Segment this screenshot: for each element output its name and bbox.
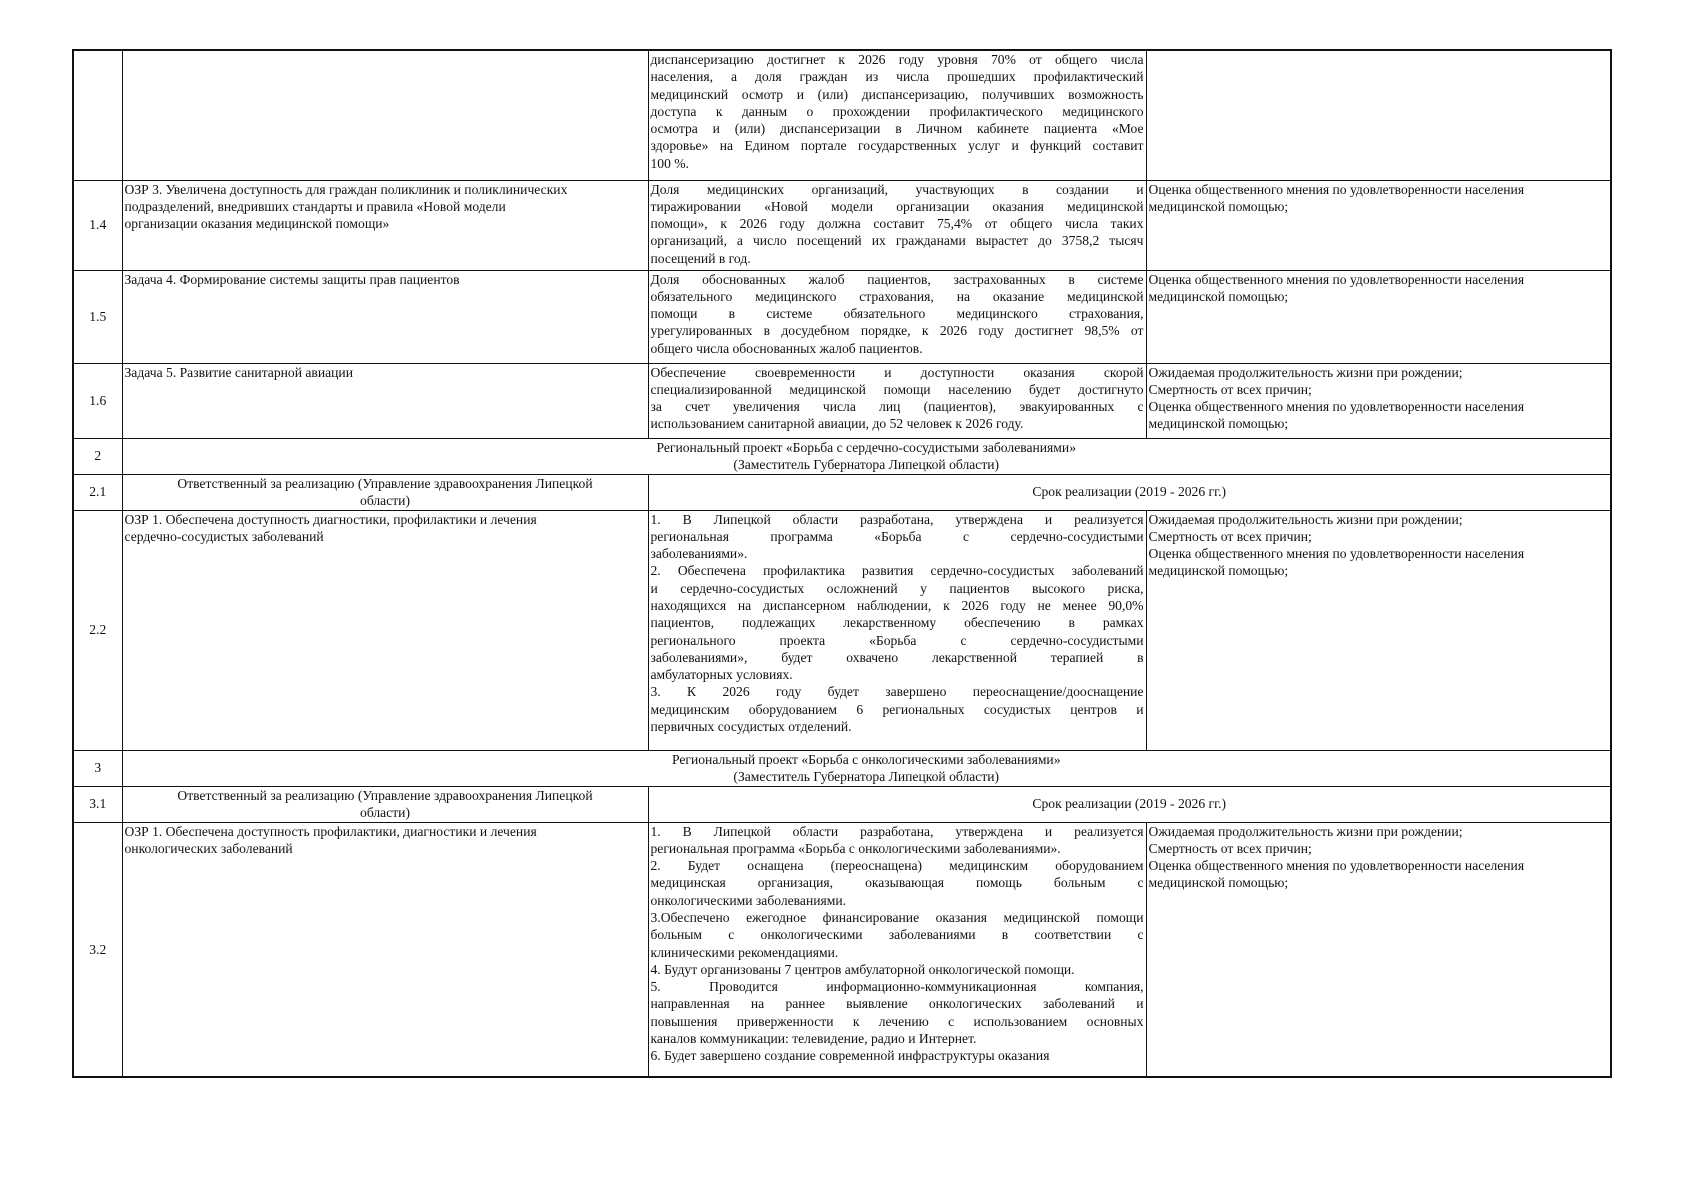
indicator-cell <box>1146 180 1611 270</box>
text-line: Ожидаемая продолжительность жизни при рождении; <box>1148 511 1463 527</box>
text-line: Задача 5. Развитие санитарной авиации <box>124 364 353 380</box>
indicator-cell <box>1146 822 1611 1077</box>
text-line: Оценка общественного мнения по удовлетворенности населения <box>1148 181 1525 197</box>
text-line: Доля обоснованных жалоб пациентов, застрахованных в системе <box>650 271 1144 287</box>
text-line: онкологических заболеваний <box>124 840 293 856</box>
text-line: организации оказания медицинской помощи» <box>124 216 390 232</box>
text-line: заболеваниями». <box>650 546 748 562</box>
text-line: сердечно-сосудистых заболеваний <box>124 528 324 544</box>
project-header-row <box>73 750 1611 786</box>
indicator-cell <box>1146 363 1611 438</box>
text-line: Смертность от всех причин; <box>1148 381 1312 397</box>
text-line: находящихся на диспансерном наблюдении, к 2026 году не менее 90,0% <box>650 597 1144 613</box>
text-line: 3. К 2026 году будет завершено переоснащение/дооснащение <box>650 684 1144 700</box>
table-row <box>73 180 1611 270</box>
text-line: медицинской помощью; <box>1148 563 1289 579</box>
row-number: 3.2 <box>73 822 122 1077</box>
table-row <box>73 50 1611 180</box>
text-line: доступа к данным о прохождении профилактического медицинского <box>650 103 1144 119</box>
responsible-row <box>73 474 1611 510</box>
text-line: Ожидаемая продолжительность жизни при рождении; <box>1148 364 1463 380</box>
text-line: регионального проекта «Борьба с сердечно-сосудистыми <box>650 632 1144 648</box>
project-title-cell <box>122 750 1611 786</box>
project-deputy: (Заместитель Губернатора Липецкой области) <box>733 768 1000 784</box>
text-line: клиническими рекомендациями. <box>650 944 839 960</box>
text-line: медицинской помощью; <box>1148 288 1289 304</box>
text-line: Обеспечение своевременности и доступности оказания скорой <box>650 364 1144 380</box>
text-line: онкологическими заболеваниями. <box>650 892 847 908</box>
term-cell: Срок реализации (2019 - 2026 гг.) <box>648 474 1611 510</box>
result-cell <box>648 50 1146 180</box>
indicator-cell <box>1146 270 1611 363</box>
text-line: Оценка общественного мнения по удовлетворенности населения <box>1148 399 1525 415</box>
text-line: ОЗР 3. Увеличена доступность для граждан поликлиник и поликлинических <box>124 181 568 197</box>
text-line: общего числа обоснованных жалоб пациентов. <box>650 340 923 356</box>
text-line: 2. Обеспечена профилактика развития сердечно-сосудистых заболеваний <box>650 563 1144 579</box>
responsible-line: Ответственный за реализацию (Управление здравоохранения Липецкой <box>177 475 593 491</box>
text-line: Оценка общественного мнения по удовлетворенности населения <box>1148 858 1525 874</box>
row-number: 1.4 <box>73 180 122 270</box>
term-cell: Срок реализации (2019 - 2026 гг.) <box>648 786 1611 822</box>
row-number: 1.6 <box>73 363 122 438</box>
text-line: повышения приверженности к лечению с использованием основных <box>650 1013 1144 1029</box>
responsible-line: области) <box>360 492 410 508</box>
text-line: обязательного медицинского страхования, на оказание медицинской <box>650 288 1144 304</box>
text-line: здоровье» на Едином портале государственных услуг и функций составит <box>650 138 1144 154</box>
text-line: 100 %. <box>650 155 690 171</box>
text-line: за счет увеличения числа лиц (пациентов), эвакуированных с <box>650 399 1144 415</box>
responsible-cell <box>122 474 648 510</box>
text-line: медицинский осмотр и (или) диспансеризацию, получивших возможность <box>650 86 1144 102</box>
table-row <box>73 363 1611 438</box>
result-cell <box>648 510 1146 750</box>
text-line: медицинским оборудованием 6 региональных сосудистых центров и <box>650 701 1144 717</box>
text-line: тиражировании «Новой модели организации оказания медицинской <box>650 198 1144 214</box>
row-number: 2 <box>73 438 122 474</box>
text-line: использованием санитарной авиации, до 52 человек к 2026 году. <box>650 416 1024 432</box>
text-line: больным с онкологическими заболеваниями в соответствии с <box>650 927 1144 943</box>
task-cell <box>122 363 648 438</box>
text-line: медицинской помощью; <box>1148 416 1289 432</box>
text-line: ОЗР 1. Обеспечена доступность диагностики, профилактики и лечения <box>124 511 537 527</box>
responsible-row <box>73 786 1611 822</box>
text-line: региональная программа «Борьба с сердечно-сосудистыми <box>650 528 1144 544</box>
text-line: осмотра и (или) диспансеризации в Личном кабинете пациента «Мое <box>650 121 1144 137</box>
row-number: 3 <box>73 750 122 786</box>
text-line: 6. Будет завершено создание современной инфраструктуры оказания <box>650 1048 1050 1064</box>
document-page <box>72 49 1610 1078</box>
text-line: посещений в год. <box>650 250 751 266</box>
indicator-cell <box>1146 510 1611 750</box>
text-line: региональная программа «Борьба с онкологическими заболеваниями». <box>650 840 1061 856</box>
text-line: Задача 4. Формирование системы защиты прав пациентов <box>124 271 460 287</box>
row-number <box>73 50 122 180</box>
text-line: 3.Обеспечено ежегодное финансирование оказания медицинской помощи <box>650 909 1144 925</box>
passport-table <box>72 49 1612 1078</box>
text-line: подразделений, внедривших стандарты и правила «Новой модели <box>124 198 506 214</box>
project-title: Региональный проект «Борьба с онкологическими заболеваниями» <box>672 751 1061 767</box>
responsible-line: Ответственный за реализацию (Управление здравоохранения Липецкой <box>177 787 593 803</box>
text-line: Ожидаемая продолжительность жизни при рождении; <box>1148 823 1463 839</box>
text-line: урегулированных в досудебном порядке, к 2026 году достигнет 98,5% от <box>650 323 1144 339</box>
task-cell <box>122 270 648 363</box>
text-line: помощи», к 2026 году должна составит 75,4% от общего числа таких <box>650 216 1144 232</box>
text-line: заболеваниями», будет охвачено лекарственной терапией в <box>650 649 1144 665</box>
text-line: населения, а доля граждан из числа прошедших профилактический <box>650 69 1144 85</box>
text-line: 2. Будет оснащена (переоснащена) медицинским оборудованием <box>650 858 1144 874</box>
text-line: Оценка общественного мнения по удовлетворенности населения <box>1148 546 1525 562</box>
row-number: 2.2 <box>73 510 122 750</box>
text-line: медицинская организация, оказывающая помощь больным с <box>650 875 1144 891</box>
indicator-cell <box>1146 50 1611 180</box>
text-line: амбулаторных условиях. <box>650 667 793 683</box>
text-line: организаций, а число посещений их гражданами вырастет до 3758,2 тысяч <box>650 233 1144 249</box>
responsible-line: области) <box>360 804 410 820</box>
text-line: помощи в системе обязательного медицинского страхования, <box>650 306 1144 322</box>
table-row <box>73 270 1611 363</box>
text-line: Оценка общественного мнения по удовлетворенности населения <box>1148 271 1525 287</box>
result-cell <box>648 270 1146 363</box>
text-line: 1. В Липецкой области разработана, утверждена и реализуется <box>650 823 1144 839</box>
text-line: первичных сосудистых отделений. <box>650 719 852 735</box>
text-line: медицинской помощью; <box>1148 875 1289 891</box>
result-cell <box>648 363 1146 438</box>
text-line: каналов коммуникации: телевидение, радио и Интернет. <box>650 1031 977 1047</box>
project-title-cell <box>122 438 1611 474</box>
text-line: Доля медицинских организаций, участвующих в создании и <box>650 181 1144 197</box>
text-line: Смертность от всех причин; <box>1148 840 1312 856</box>
text-line: медицинской помощью; <box>1148 198 1289 214</box>
text-line: 4. Будут организованы 7 центров амбулаторной онкологической помощи. <box>650 961 1075 977</box>
project-deputy: (Заместитель Губернатора Липецкой области) <box>733 456 1000 472</box>
text-line: пациентов, подлежащих лекарственному обеспечению в рамках <box>650 615 1144 631</box>
text-line: направленная на раннее выявление онкологических заболеваний и <box>650 996 1144 1012</box>
table-row <box>73 822 1611 1077</box>
responsible-cell <box>122 786 648 822</box>
row-number: 2.1 <box>73 474 122 510</box>
table-body <box>73 50 1611 1077</box>
text-line: ОЗР 1. Обеспечена доступность профилактики, диагностики и лечения <box>124 823 537 839</box>
text-line: и сердечно-сосудистых осложнений у пациентов высокого риска, <box>650 580 1144 596</box>
task-cell <box>122 822 648 1077</box>
project-title: Региональный проект «Борьба с сердечно-сосудистыми заболеваниями» <box>656 439 1076 455</box>
task-cell <box>122 510 648 750</box>
row-number: 3.1 <box>73 786 122 822</box>
text-line: 1. В Липецкой области разработана, утверждена и реализуется <box>650 511 1144 527</box>
text-line: диспансеризацию достигнет к 2026 году уровня 70% от общего числа <box>650 52 1144 67</box>
row-number: 1.5 <box>73 270 122 363</box>
table-row <box>73 510 1611 750</box>
task-cell <box>122 180 648 270</box>
result-cell <box>648 180 1146 270</box>
text-line: специализированной медицинской помощи населению будет достигнуто <box>650 381 1144 397</box>
text-line: 5. Проводится информационно-коммуникационная компания, <box>650 979 1144 995</box>
project-header-row <box>73 438 1611 474</box>
text-line: Смертность от всех причин; <box>1148 528 1312 544</box>
result-cell <box>648 822 1146 1077</box>
task-cell <box>122 50 648 180</box>
